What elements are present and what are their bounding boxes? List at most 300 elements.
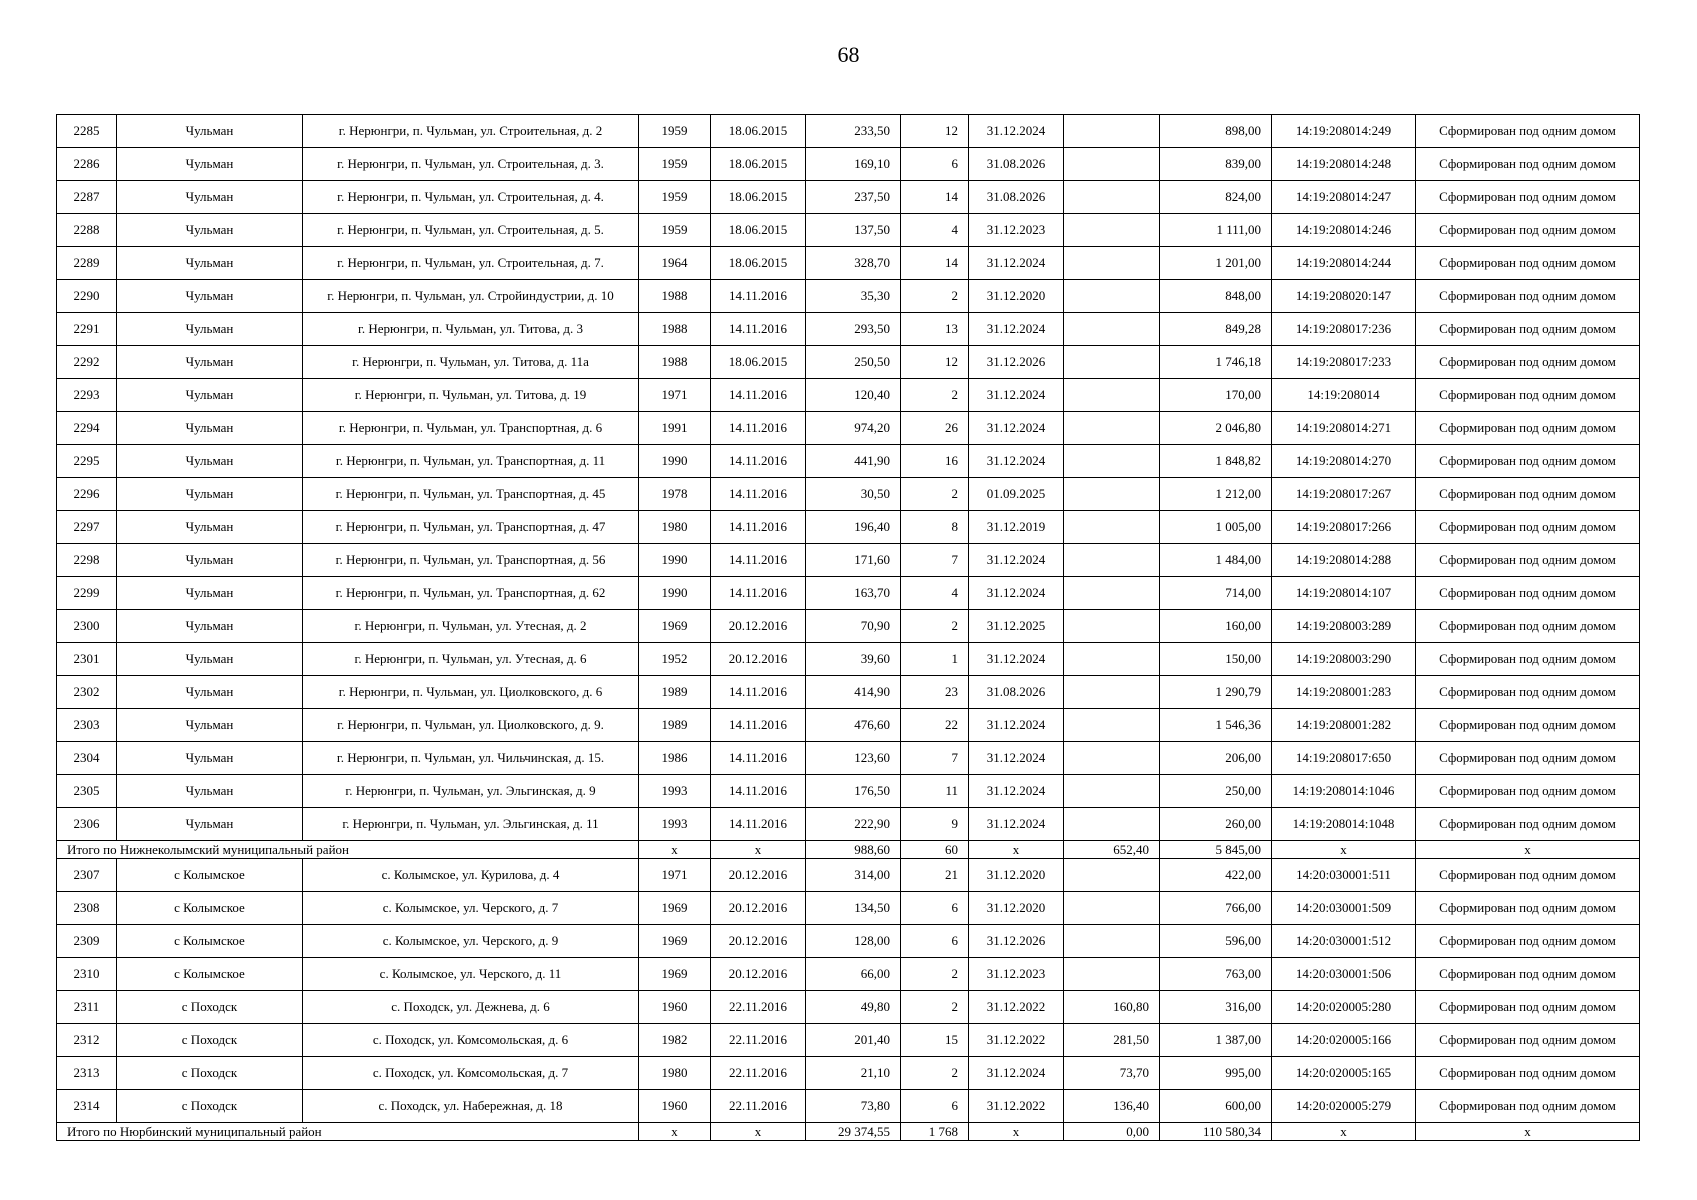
total-cadastral: х xyxy=(1272,1123,1416,1141)
count-cell: 2 xyxy=(901,478,969,511)
date-cell: 14.11.2016 xyxy=(711,676,806,709)
date-cell: 22.11.2016 xyxy=(711,1090,806,1123)
extra-area-cell xyxy=(1064,445,1160,478)
build-year-cell: 1990 xyxy=(639,577,711,610)
area-cell: 21,10 xyxy=(806,1057,901,1090)
area-cell: 176,50 xyxy=(806,775,901,808)
area-cell: 201,40 xyxy=(806,1024,901,1057)
settlement-cell: с Колымское xyxy=(117,892,303,925)
status-cell: Сформирован под одним домом xyxy=(1416,1057,1640,1090)
date-cell: 14.11.2016 xyxy=(711,742,806,775)
build-year-cell: 1971 xyxy=(639,859,711,892)
area-cell: 35,30 xyxy=(806,280,901,313)
address-cell: г. Нерюнгри, п. Чульман, ул. Транспортная, д. 45 xyxy=(303,478,639,511)
build-year-cell: 1960 xyxy=(639,1090,711,1123)
address-cell: с. Колымское, ул. Курилова, д. 4 xyxy=(303,859,639,892)
table-row xyxy=(57,214,1640,247)
status-cell: Сформирован под одним домом xyxy=(1416,412,1640,445)
date-cell: 22.11.2016 xyxy=(711,1057,806,1090)
area-cell: 222,90 xyxy=(806,808,901,841)
count-cell: 8 xyxy=(901,511,969,544)
cadastral-number-cell: 14:20:030001:506 xyxy=(1272,958,1416,991)
date-cell: 18.06.2015 xyxy=(711,214,806,247)
build-year-cell: 1993 xyxy=(639,808,711,841)
area-cell: 73,80 xyxy=(806,1090,901,1123)
build-year-cell: 1978 xyxy=(639,478,711,511)
settlement-cell: с Колымское xyxy=(117,925,303,958)
area-cell: 39,60 xyxy=(806,643,901,676)
total-area: 988,60 xyxy=(806,841,901,859)
total-status: х xyxy=(1416,1123,1640,1141)
settlement-cell: Чульман xyxy=(117,808,303,841)
date-cell: 18.06.2015 xyxy=(711,247,806,280)
cadastral-number-cell: 14:19:208003:290 xyxy=(1272,643,1416,676)
date-cell: 18.06.2015 xyxy=(711,346,806,379)
cadastral-number-cell: 14:19:208017:266 xyxy=(1272,511,1416,544)
settlement-cell: Чульман xyxy=(117,247,303,280)
amount-cell: 1 546,36 xyxy=(1160,709,1272,742)
deadline-cell: 31.12.2024 xyxy=(969,808,1064,841)
amount-cell: 763,00 xyxy=(1160,958,1272,991)
extra-area-cell: 136,40 xyxy=(1064,1090,1160,1123)
amount-cell: 260,00 xyxy=(1160,808,1272,841)
date-cell: 18.06.2015 xyxy=(711,115,806,148)
build-year-cell: 1986 xyxy=(639,742,711,775)
settlement-cell: Чульман xyxy=(117,643,303,676)
area-cell: 314,00 xyxy=(806,859,901,892)
row-number: 2286 xyxy=(57,148,117,181)
address-cell: с. Колымское, ул. Черского, д. 7 xyxy=(303,892,639,925)
row-number: 2303 xyxy=(57,709,117,742)
status-cell: Сформирован под одним домом xyxy=(1416,247,1640,280)
deadline-cell: 31.12.2023 xyxy=(969,214,1064,247)
date-cell: 22.11.2016 xyxy=(711,991,806,1024)
date-cell: 20.12.2016 xyxy=(711,643,806,676)
table-row xyxy=(57,1057,1640,1090)
amount-cell: 1 484,00 xyxy=(1160,544,1272,577)
total-year: х xyxy=(639,1123,711,1141)
count-cell: 2 xyxy=(901,280,969,313)
extra-area-cell xyxy=(1064,859,1160,892)
count-cell: 2 xyxy=(901,1057,969,1090)
cadastral-number-cell: 14:19:208017:236 xyxy=(1272,313,1416,346)
date-cell: 20.12.2016 xyxy=(711,925,806,958)
extra-area-cell xyxy=(1064,214,1160,247)
build-year-cell: 1969 xyxy=(639,892,711,925)
amount-cell: 824,00 xyxy=(1160,181,1272,214)
row-number: 2298 xyxy=(57,544,117,577)
status-cell: Сформирован под одним домом xyxy=(1416,280,1640,313)
area-cell: 293,50 xyxy=(806,313,901,346)
extra-area-cell xyxy=(1064,610,1160,643)
table-row xyxy=(57,181,1640,214)
settlement-cell: Чульман xyxy=(117,610,303,643)
deadline-cell: 31.12.2022 xyxy=(969,1090,1064,1123)
row-number: 2285 xyxy=(57,115,117,148)
area-cell: 49,80 xyxy=(806,991,901,1024)
status-cell: Сформирован под одним домом xyxy=(1416,991,1640,1024)
table-row xyxy=(57,1090,1640,1123)
address-cell: г. Нерюнгри, п. Чульман, ул. Транспортная, д. 56 xyxy=(303,544,639,577)
extra-area-cell: 73,70 xyxy=(1064,1057,1160,1090)
status-cell: Сформирован под одним домом xyxy=(1416,925,1640,958)
total-extra-area: 652,40 xyxy=(1064,841,1160,859)
settlement-cell: Чульман xyxy=(117,313,303,346)
table-row xyxy=(57,991,1640,1024)
address-cell: г. Нерюнгри, п. Чульман, ул. Чильчинская, д. 15. xyxy=(303,742,639,775)
cadastral-number-cell: 14:19:208014:288 xyxy=(1272,544,1416,577)
amount-cell: 596,00 xyxy=(1160,925,1272,958)
build-year-cell: 1969 xyxy=(639,958,711,991)
build-year-cell: 1952 xyxy=(639,643,711,676)
date-cell: 14.11.2016 xyxy=(711,808,806,841)
row-number: 2304 xyxy=(57,742,117,775)
deadline-cell: 31.12.2023 xyxy=(969,958,1064,991)
area-cell: 169,10 xyxy=(806,148,901,181)
cadastral-number-cell: 14:19:208001:283 xyxy=(1272,676,1416,709)
count-cell: 12 xyxy=(901,115,969,148)
amount-cell: 1 387,00 xyxy=(1160,1024,1272,1057)
extra-area-cell xyxy=(1064,709,1160,742)
total-status: х xyxy=(1416,841,1640,859)
cadastral-number-cell: 14:19:208014:244 xyxy=(1272,247,1416,280)
date-cell: 22.11.2016 xyxy=(711,1024,806,1057)
count-cell: 14 xyxy=(901,181,969,214)
cadastral-number-cell: 14:19:208014:248 xyxy=(1272,148,1416,181)
status-cell: Сформирован под одним домом xyxy=(1416,148,1640,181)
total-date: х xyxy=(711,841,806,859)
address-cell: г. Нерюнгри, п. Чульман, ул. Титова, д. 3 xyxy=(303,313,639,346)
deadline-cell: 31.12.2026 xyxy=(969,925,1064,958)
cadastral-number-cell: 14:19:208014:1048 xyxy=(1272,808,1416,841)
cadastral-number-cell: 14:20:020005:165 xyxy=(1272,1057,1416,1090)
table-row xyxy=(57,577,1640,610)
settlement-cell: Чульман xyxy=(117,379,303,412)
build-year-cell: 1980 xyxy=(639,511,711,544)
area-cell: 233,50 xyxy=(806,115,901,148)
count-cell: 7 xyxy=(901,544,969,577)
build-year-cell: 1988 xyxy=(639,313,711,346)
deadline-cell: 31.12.2024 xyxy=(969,643,1064,676)
amount-cell: 766,00 xyxy=(1160,892,1272,925)
amount-cell: 1 111,00 xyxy=(1160,214,1272,247)
build-year-cell: 1989 xyxy=(639,709,711,742)
count-cell: 6 xyxy=(901,148,969,181)
deadline-cell: 31.12.2020 xyxy=(969,280,1064,313)
row-number: 2301 xyxy=(57,643,117,676)
cadastral-number-cell: 14:19:208014:249 xyxy=(1272,115,1416,148)
area-cell: 171,60 xyxy=(806,544,901,577)
area-cell: 328,70 xyxy=(806,247,901,280)
table-row xyxy=(57,346,1640,379)
extra-area-cell xyxy=(1064,643,1160,676)
deadline-cell: 31.12.2024 xyxy=(969,1057,1064,1090)
extra-area-cell xyxy=(1064,148,1160,181)
amount-cell: 714,00 xyxy=(1160,577,1272,610)
count-cell: 21 xyxy=(901,859,969,892)
date-cell: 14.11.2016 xyxy=(711,412,806,445)
row-number: 2302 xyxy=(57,676,117,709)
area-cell: 134,50 xyxy=(806,892,901,925)
area-cell: 66,00 xyxy=(806,958,901,991)
extra-area-cell xyxy=(1064,412,1160,445)
deadline-cell: 31.12.2020 xyxy=(969,892,1064,925)
table-row xyxy=(57,280,1640,313)
table-body xyxy=(57,115,1640,1141)
total-date: х xyxy=(711,1123,806,1141)
table-row xyxy=(57,958,1640,991)
deadline-cell: 31.12.2026 xyxy=(969,346,1064,379)
total-row-nizhnekolymsky xyxy=(57,841,1640,859)
address-cell: г. Нерюнгри, п. Чульман, ул. Строительная, д. 5. xyxy=(303,214,639,247)
deadline-cell: 31.08.2026 xyxy=(969,676,1064,709)
amount-cell: 839,00 xyxy=(1160,148,1272,181)
address-cell: с. Походск, ул. Комсомольская, д. 7 xyxy=(303,1057,639,1090)
deadline-cell: 31.12.2024 xyxy=(969,544,1064,577)
row-number: 2307 xyxy=(57,859,117,892)
settlement-cell: Чульман xyxy=(117,115,303,148)
row-number: 2288 xyxy=(57,214,117,247)
amount-cell: 995,00 xyxy=(1160,1057,1272,1090)
build-year-cell: 1959 xyxy=(639,214,711,247)
total-label: Итого по Нюрбинский муниципальный район xyxy=(57,1123,639,1141)
date-cell: 14.11.2016 xyxy=(711,280,806,313)
date-cell: 18.06.2015 xyxy=(711,181,806,214)
status-cell: Сформирован под одним домом xyxy=(1416,808,1640,841)
table-row xyxy=(57,1024,1640,1057)
status-cell: Сформирован под одним домом xyxy=(1416,643,1640,676)
status-cell: Сформирован под одним домом xyxy=(1416,379,1640,412)
table-row xyxy=(57,643,1640,676)
extra-area-cell xyxy=(1064,346,1160,379)
status-cell: Сформирован под одним домом xyxy=(1416,709,1640,742)
area-cell: 237,50 xyxy=(806,181,901,214)
deadline-cell: 31.12.2024 xyxy=(969,775,1064,808)
extra-area-cell xyxy=(1064,247,1160,280)
status-cell: Сформирован под одним домом xyxy=(1416,610,1640,643)
extra-area-cell: 281,50 xyxy=(1064,1024,1160,1057)
deadline-cell: 31.08.2026 xyxy=(969,181,1064,214)
deadline-cell: 31.12.2024 xyxy=(969,313,1064,346)
build-year-cell: 1969 xyxy=(639,610,711,643)
amount-cell: 1 212,00 xyxy=(1160,478,1272,511)
count-cell: 12 xyxy=(901,346,969,379)
amount-cell: 1 005,00 xyxy=(1160,511,1272,544)
table-row xyxy=(57,148,1640,181)
deadline-cell: 31.12.2025 xyxy=(969,610,1064,643)
count-cell: 2 xyxy=(901,379,969,412)
date-cell: 14.11.2016 xyxy=(711,511,806,544)
build-year-cell: 1960 xyxy=(639,991,711,1024)
count-cell: 23 xyxy=(901,676,969,709)
settlement-cell: Чульман xyxy=(117,511,303,544)
deadline-cell: 31.12.2024 xyxy=(969,577,1064,610)
status-cell: Сформирован под одним домом xyxy=(1416,577,1640,610)
row-number: 2312 xyxy=(57,1024,117,1057)
extra-area-cell xyxy=(1064,742,1160,775)
row-number: 2305 xyxy=(57,775,117,808)
total-amount: 5 845,00 xyxy=(1160,841,1272,859)
area-cell: 120,40 xyxy=(806,379,901,412)
row-number: 2290 xyxy=(57,280,117,313)
area-cell: 476,60 xyxy=(806,709,901,742)
status-cell: Сформирован под одним домом xyxy=(1416,958,1640,991)
status-cell: Сформирован под одним домом xyxy=(1416,676,1640,709)
area-cell: 30,50 xyxy=(806,478,901,511)
status-cell: Сформирован под одним домом xyxy=(1416,859,1640,892)
area-cell: 414,90 xyxy=(806,676,901,709)
date-cell: 14.11.2016 xyxy=(711,577,806,610)
settlement-cell: Чульман xyxy=(117,775,303,808)
date-cell: 18.06.2015 xyxy=(711,148,806,181)
table-row xyxy=(57,412,1640,445)
address-cell: г. Нерюнгри, п. Чульман, ул. Стройиндустрии, д. 10 xyxy=(303,280,639,313)
address-cell: г. Нерюнгри, п. Чульман, ул. Циолковского, д. 6 xyxy=(303,676,639,709)
address-cell: г. Нерюнгри, п. Чульман, ул. Строительная, д. 7. xyxy=(303,247,639,280)
settlement-cell: Чульман xyxy=(117,181,303,214)
amount-cell: 150,00 xyxy=(1160,643,1272,676)
build-year-cell: 1964 xyxy=(639,247,711,280)
settlement-cell: Чульман xyxy=(117,577,303,610)
amount-cell: 1 201,00 xyxy=(1160,247,1272,280)
page-number: 68 xyxy=(837,42,860,67)
settlement-cell: Чульман xyxy=(117,280,303,313)
cadastral-number-cell: 14:19:208001:282 xyxy=(1272,709,1416,742)
count-cell: 13 xyxy=(901,313,969,346)
amount-cell: 848,00 xyxy=(1160,280,1272,313)
build-year-cell: 1980 xyxy=(639,1057,711,1090)
amount-cell: 849,28 xyxy=(1160,313,1272,346)
row-number: 2291 xyxy=(57,313,117,346)
settlement-cell: Чульман xyxy=(117,214,303,247)
row-number: 2299 xyxy=(57,577,117,610)
settlement-cell: с Походск xyxy=(117,1090,303,1123)
address-cell: г. Нерюнгри, п. Чульман, ул. Эльгинская, д. 11 xyxy=(303,808,639,841)
count-cell: 7 xyxy=(901,742,969,775)
build-year-cell: 1959 xyxy=(639,181,711,214)
row-number: 2294 xyxy=(57,412,117,445)
settlement-cell: Чульман xyxy=(117,676,303,709)
deadline-cell: 31.12.2022 xyxy=(969,991,1064,1024)
total-deadline: х xyxy=(969,841,1064,859)
extra-area-cell xyxy=(1064,181,1160,214)
address-cell: г. Нерюнгри, п. Чульман, ул. Циолковского, д. 9. xyxy=(303,709,639,742)
address-cell: г. Нерюнгри, п. Чульман, ул. Утесная, д. 6 xyxy=(303,643,639,676)
deadline-cell: 31.12.2020 xyxy=(969,859,1064,892)
build-year-cell: 1971 xyxy=(639,379,711,412)
amount-cell: 1 746,18 xyxy=(1160,346,1272,379)
cadastral-number-cell: 14:19:208020:147 xyxy=(1272,280,1416,313)
cadastral-number-cell: 14:19:208014:271 xyxy=(1272,412,1416,445)
deadline-cell: 31.12.2024 xyxy=(969,412,1064,445)
count-cell: 14 xyxy=(901,247,969,280)
address-cell: с. Походск, ул. Дежнева, д. 6 xyxy=(303,991,639,1024)
cadastral-number-cell: 14:19:208017:650 xyxy=(1272,742,1416,775)
settlement-cell: с Колымское xyxy=(117,958,303,991)
total-count: 1 768 xyxy=(901,1123,969,1141)
status-cell: Сформирован под одним домом xyxy=(1416,346,1640,379)
table-row xyxy=(57,379,1640,412)
status-cell: Сформирован под одним домом xyxy=(1416,742,1640,775)
extra-area-cell xyxy=(1064,115,1160,148)
build-year-cell: 1988 xyxy=(639,280,711,313)
extra-area-cell xyxy=(1064,892,1160,925)
count-cell: 6 xyxy=(901,892,969,925)
address-cell: с. Походск, ул. Комсомольская, д. 6 xyxy=(303,1024,639,1057)
build-year-cell: 1989 xyxy=(639,676,711,709)
cadastral-number-cell: 14:19:208003:289 xyxy=(1272,610,1416,643)
area-cell: 163,70 xyxy=(806,577,901,610)
count-cell: 6 xyxy=(901,1090,969,1123)
build-year-cell: 1993 xyxy=(639,775,711,808)
count-cell: 6 xyxy=(901,925,969,958)
address-cell: с. Колымское, ул. Черского, д. 9 xyxy=(303,925,639,958)
deadline-cell: 31.12.2024 xyxy=(969,709,1064,742)
row-number: 2314 xyxy=(57,1090,117,1123)
extra-area-cell xyxy=(1064,808,1160,841)
area-cell: 70,90 xyxy=(806,610,901,643)
settlement-cell: Чульман xyxy=(117,346,303,379)
build-year-cell: 1990 xyxy=(639,544,711,577)
area-cell: 123,60 xyxy=(806,742,901,775)
cadastral-number-cell: 14:19:208014:270 xyxy=(1272,445,1416,478)
status-cell: Сформирован под одним домом xyxy=(1416,214,1640,247)
cadastral-number-cell: 14:19:208017:233 xyxy=(1272,346,1416,379)
address-cell: г. Нерюнгри, п. Чульман, ул. Транспортная, д. 6 xyxy=(303,412,639,445)
amount-cell: 600,00 xyxy=(1160,1090,1272,1123)
row-number: 2287 xyxy=(57,181,117,214)
total-cadastral: х xyxy=(1272,841,1416,859)
settlement-cell: Чульман xyxy=(117,412,303,445)
settlement-cell: Чульман xyxy=(117,148,303,181)
total-extra-area: 0,00 xyxy=(1064,1123,1160,1141)
extra-area-cell xyxy=(1064,379,1160,412)
settlement-cell: с Походск xyxy=(117,1024,303,1057)
amount-cell: 160,00 xyxy=(1160,610,1272,643)
count-cell: 2 xyxy=(901,610,969,643)
area-cell: 441,90 xyxy=(806,445,901,478)
deadline-cell: 31.12.2024 xyxy=(969,115,1064,148)
row-number: 2293 xyxy=(57,379,117,412)
cadastral-number-cell: 14:20:030001:511 xyxy=(1272,859,1416,892)
cadastral-number-cell: 14:19:208014:1046 xyxy=(1272,775,1416,808)
cadastral-number-cell: 14:19:208014:246 xyxy=(1272,214,1416,247)
status-cell: Сформирован под одним домом xyxy=(1416,775,1640,808)
status-cell: Сформирован под одним домом xyxy=(1416,181,1640,214)
table-row xyxy=(57,709,1640,742)
total-row-nyurbinsky xyxy=(57,1123,1640,1141)
date-cell: 14.11.2016 xyxy=(711,775,806,808)
amount-cell: 170,00 xyxy=(1160,379,1272,412)
build-year-cell: 1959 xyxy=(639,115,711,148)
table-row xyxy=(57,445,1640,478)
count-cell: 16 xyxy=(901,445,969,478)
amount-cell: 1 848,82 xyxy=(1160,445,1272,478)
cadastral-number-cell: 14:20:020005:280 xyxy=(1272,991,1416,1024)
settlement-cell: Чульман xyxy=(117,478,303,511)
total-count: 60 xyxy=(901,841,969,859)
row-number: 2296 xyxy=(57,478,117,511)
amount-cell: 1 290,79 xyxy=(1160,676,1272,709)
total-area: 29 374,55 xyxy=(806,1123,901,1141)
cadastral-number-cell: 14:19:208014:247 xyxy=(1272,181,1416,214)
area-cell: 128,00 xyxy=(806,925,901,958)
deadline-cell: 31.08.2026 xyxy=(969,148,1064,181)
row-number: 2310 xyxy=(57,958,117,991)
deadline-cell: 31.12.2022 xyxy=(969,1024,1064,1057)
table-row xyxy=(57,313,1640,346)
amount-cell: 2 046,80 xyxy=(1160,412,1272,445)
